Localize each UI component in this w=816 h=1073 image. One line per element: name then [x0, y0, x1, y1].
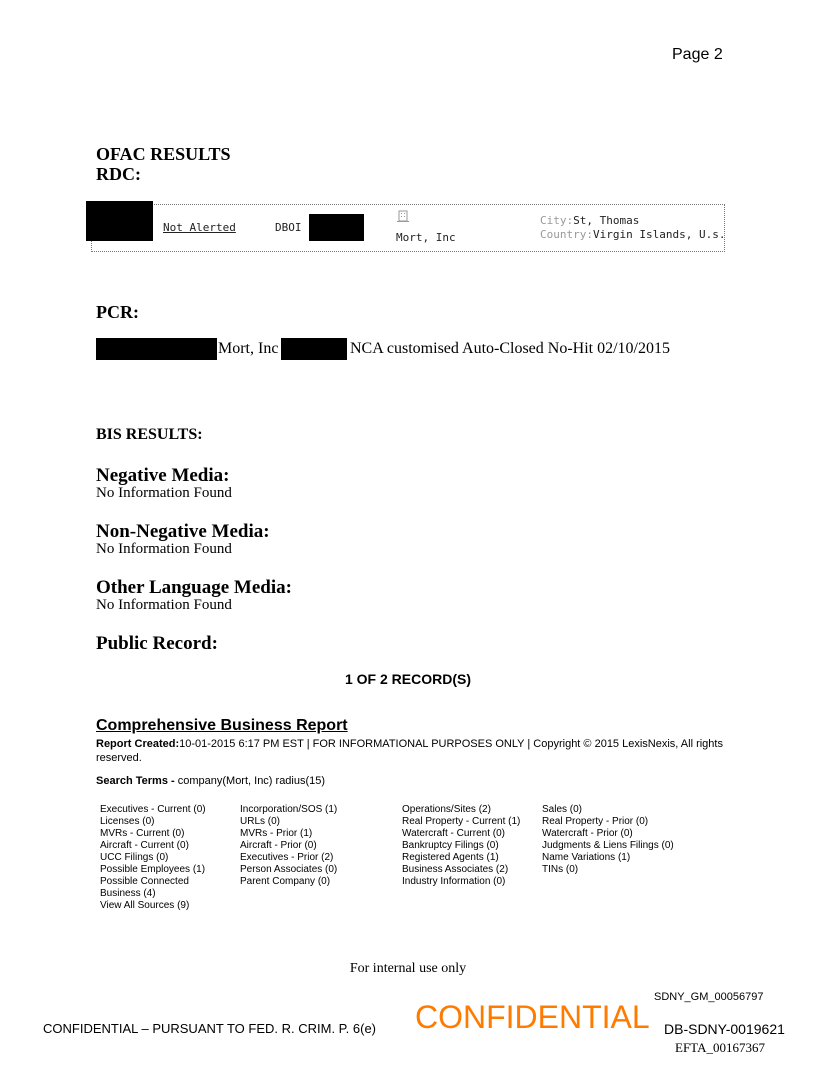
pcr-result: NCA customised Auto-Closed No-Hit 02/10/2015	[350, 340, 670, 357]
sources-column-2	[240, 804, 337, 888]
source-link[interactable]: Registered Agents (1)	[402, 852, 499, 863]
redaction-block	[309, 214, 364, 241]
bates-number-efta: EFTA_00167367	[675, 1040, 765, 1055]
redaction-block	[96, 338, 217, 360]
source-link[interactable]: Real Property - Prior (0)	[542, 816, 649, 827]
source-link[interactable]: Bankruptcy Filings (0)	[402, 840, 499, 851]
page-number: Page 2	[672, 46, 723, 63]
city-field	[540, 214, 639, 227]
source-link[interactable]: Business Associates (2)	[402, 864, 509, 875]
negative-media-heading: Negative Media:	[96, 465, 230, 486]
source-link[interactable]: MVRs - Prior (1)	[240, 828, 313, 839]
report-created-text: 10-01-2015 6:17 PM EST | FOR INFORMATIONAL PURPOSES ONLY | Copyright © 2015 LexisNexis, All rights reserved.	[96, 738, 723, 764]
country-field	[540, 228, 725, 241]
alert-status-link[interactable]: Not Alerted	[163, 221, 236, 234]
redaction-block	[281, 338, 347, 360]
search-terms-label: Search Terms -	[96, 775, 175, 787]
sources-column-1	[100, 804, 206, 912]
search-terms-text: company(Mort, Inc) radius(15)	[174, 775, 326, 787]
source-link[interactable]: Name Variations (1)	[542, 852, 631, 863]
source-link[interactable]: Watercraft - Current (0)	[402, 828, 505, 839]
source-link[interactable]: Judgments & Liens Filings (0)	[542, 840, 674, 851]
negative-media-text: No Information Found	[96, 485, 232, 501]
source-link[interactable]: Real Property - Current (1)	[402, 816, 521, 827]
view-all-sources-link[interactable]: View All Sources (9)	[100, 900, 190, 911]
search-terms	[96, 775, 325, 787]
redaction-block	[86, 201, 153, 241]
source-link[interactable]: Licenses (0)	[100, 816, 155, 827]
source-link[interactable]: UCC Filings (0)	[100, 852, 169, 863]
rdc-title: RDC:	[96, 164, 141, 184]
source-link[interactable]: Executives - Prior (2)	[240, 852, 334, 863]
source-link[interactable]: MVRs - Current (0)	[100, 828, 185, 839]
source-link[interactable]: Aircraft - Prior (0)	[240, 840, 317, 851]
city-label: City:	[540, 214, 574, 227]
sources-column-3	[402, 804, 520, 888]
report-created-label: Report Created:	[96, 738, 180, 750]
bis-heading: BIS RESULTS:	[96, 426, 203, 443]
public-record-heading: Public Record:	[96, 633, 218, 654]
other-language-media-text: No Information Found	[96, 597, 232, 613]
ofac-results-title: OFAC RESULTS	[96, 144, 231, 164]
non-negative-media-heading: Non-Negative Media:	[96, 521, 270, 542]
source-link[interactable]: Incorporation/SOS (1)	[240, 804, 338, 815]
source-link[interactable]: Watercraft - Prior (0)	[542, 828, 633, 839]
confidential-stamp: CONFIDENTIAL	[415, 999, 650, 1035]
entity-type: DBOI	[275, 221, 302, 234]
building-icon	[397, 210, 409, 225]
ofac-heading	[96, 144, 231, 184]
report-created	[96, 737, 736, 765]
record-count: 1 OF 2 RECORD(S)	[344, 671, 471, 687]
non-negative-media-text: No Information Found	[96, 541, 232, 557]
report-title[interactable]: Comprehensive Business Report	[96, 717, 348, 734]
country-label: Country:	[540, 228, 593, 241]
source-link[interactable]: URLs (0)	[240, 816, 281, 827]
sources-column-4	[542, 804, 674, 876]
other-language-media-heading: Other Language Media:	[96, 577, 292, 598]
source-link[interactable]: Parent Company (0)	[240, 876, 331, 887]
country-value: Virgin Islands, U.s.	[592, 228, 726, 241]
source-link[interactable]: Person Associates (0)	[240, 864, 338, 875]
entity-name: Mort, Inc	[396, 231, 456, 244]
source-link[interactable]: Business (4)	[100, 888, 156, 899]
source-link[interactable]: Possible Employees (1)	[100, 864, 206, 875]
internal-use-note: For internal use only	[349, 961, 467, 976]
city-value: St, Thomas	[573, 214, 640, 227]
source-link[interactable]: Possible Connected	[100, 876, 189, 887]
source-link[interactable]: TINs (0)	[542, 864, 579, 875]
source-link[interactable]: Executives - Current (0)	[100, 804, 206, 815]
source-link[interactable]: Industry Information (0)	[402, 876, 506, 887]
bates-number-db: DB-SDNY-0019621	[664, 1021, 785, 1037]
source-link[interactable]: Sales (0)	[542, 804, 583, 815]
bates-number-sdny-gm: SDNY_GM_00056797	[654, 991, 764, 1003]
source-link[interactable]: Aircraft - Current (0)	[100, 840, 189, 851]
source-link[interactable]: Operations/Sites (2)	[402, 804, 491, 815]
pcr-heading: PCR:	[96, 302, 139, 322]
pcr-entity: Mort, Inc	[218, 340, 279, 357]
confidential-notice: CONFIDENTIAL – PURSUANT TO FED. R. CRIM. P. 6(e)	[43, 1021, 377, 1036]
